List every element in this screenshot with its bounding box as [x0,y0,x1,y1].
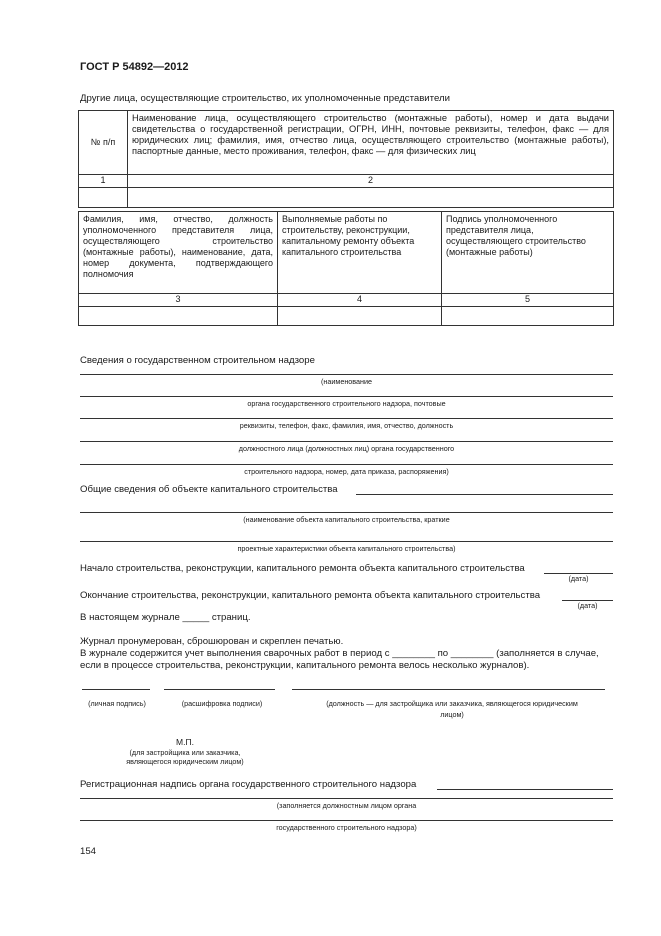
header-cell-works: Выполняемые работы по строительству, реконструкции, капитальному ремонту объекта капитального строительства [278,212,442,294]
fill-line [80,512,613,513]
column-number-2: 2 [128,175,614,188]
construction-start-label: Начало строительства, реконструкции, капитального ремонта объекта капитального строительства [80,563,525,574]
fill-line [80,374,613,375]
registration-hint-2: государственного строительного надзора) [276,823,417,832]
fill-line [356,494,613,495]
registration-hint-1: (заполняется должностным лицом органа [276,801,417,810]
fill-line [80,418,613,419]
empty-cell [79,307,278,326]
page-number: 154 [80,846,97,857]
object-title: Общие сведения об объекте капитального строительства [80,484,338,495]
fill-line [80,396,613,397]
header-cell-description: Наименование лица, осуществляющего строительство (монтажные работы), номер и дата выдачи свидетельства о государственной регистрации, ОГРН, ИНН, почтовые реквизиты, телефон, факс — для юридических лиц; фамилия, имя, отчество лица, осуществляющего строительство (монтажные работы), паспортные данные, место проживания, телефон, факс — для физических лиц [128,111,614,175]
construction-end-label: Окончание строительства, реконструкции, капитального ремонта объекта капитального строительства [80,590,541,601]
fill-line [437,789,613,790]
persons-table-bottom [78,211,614,326]
start-date-hint: (дата) [568,574,589,583]
column-number-1: 1 [79,175,128,188]
end-date-hint: (дата) [577,601,598,610]
position-line [292,689,605,690]
object-hint-2: проектные характеристики объекта капитального строительства) [237,544,456,553]
header-cell-representative: Фамилия, имя, отчество, должность уполномоченного представителя лица, осуществляющего строительство (монтажные работы), наименование, дата, номер документа, подтверждающего полномочия [79,212,278,294]
empty-cell [442,307,614,326]
stamp-hint-1: (для застройщика или заказчика, [129,748,241,757]
registration-title: Регистрационная надпись органа государственного строительного надзора [80,779,417,790]
fill-line [80,441,613,442]
period-text-1: В журнале содержится учет выполнения сварочных работ в период с ________ по ________ (заполняется в случае, [80,648,599,659]
supervision-hint-5: строительного надзора, номер, дата приказа, распоряжения) [244,467,449,476]
supervision-title: Сведения о государственном строительном надзоре [80,355,315,366]
signature-line [82,689,150,690]
decode-hint: (расшифровка подписи) [181,699,263,708]
empty-cell [128,188,614,208]
decode-line [164,689,275,690]
period-text-2: если в процессе строительства, реконструкции, капитального ремонта велось несколько журналов). [80,660,530,671]
fill-line [80,798,613,799]
table-row [79,175,614,188]
supervision-hint-4: должностного лица (должностных лиц) органа государственного [238,444,455,453]
section-title-other-persons: Другие лица, осуществляющие строительство, их уполномоченные представители [80,93,450,104]
header-cell-signature: Подпись уполномоченного представителя лица, осуществляющего строительство (монтажные работы) [442,212,614,294]
table-row [79,307,614,326]
stamp-hint-2: являющегося юридическим лицом) [126,757,244,766]
table-row [79,188,614,208]
position-hint-1: (должность — для застройщика или заказчика, являющегося юридическим [326,699,578,708]
column-number-5: 5 [442,294,614,307]
column-number-3: 3 [79,294,278,307]
supervision-hint-3: реквизиты, телефон, факс, фамилия, имя, отчество, должность [239,421,454,430]
supervision-hint-1: (наименование [321,377,372,386]
fill-line [80,820,613,821]
object-hint-1: (наименование объекта капитального строительства, краткие [243,515,450,524]
header-cell-number: № п/п [79,111,128,175]
fill-line [80,464,613,465]
supervision-hint-2: органа государственного строительного надзора, почтовые [247,399,446,408]
table-row [79,212,614,294]
position-hint-2: лицом) [440,710,464,719]
column-number-4: 4 [278,294,442,307]
table-row [79,111,614,175]
persons-table-top [78,110,614,208]
stamp-mark: М.П. [176,737,194,747]
signature-hint: (личная подпись) [88,699,146,708]
empty-cell [79,188,128,208]
empty-cell [278,307,442,326]
journal-numbered-text: Журнал пронумерован, сброшюрован и скреплен печатью. [80,636,344,647]
document-code: ГОСТ Р 54892—2012 [80,61,189,73]
pages-count-text: В настоящем журнале _____ страниц. [80,612,251,623]
fill-line [80,541,613,542]
table-row [79,294,614,307]
